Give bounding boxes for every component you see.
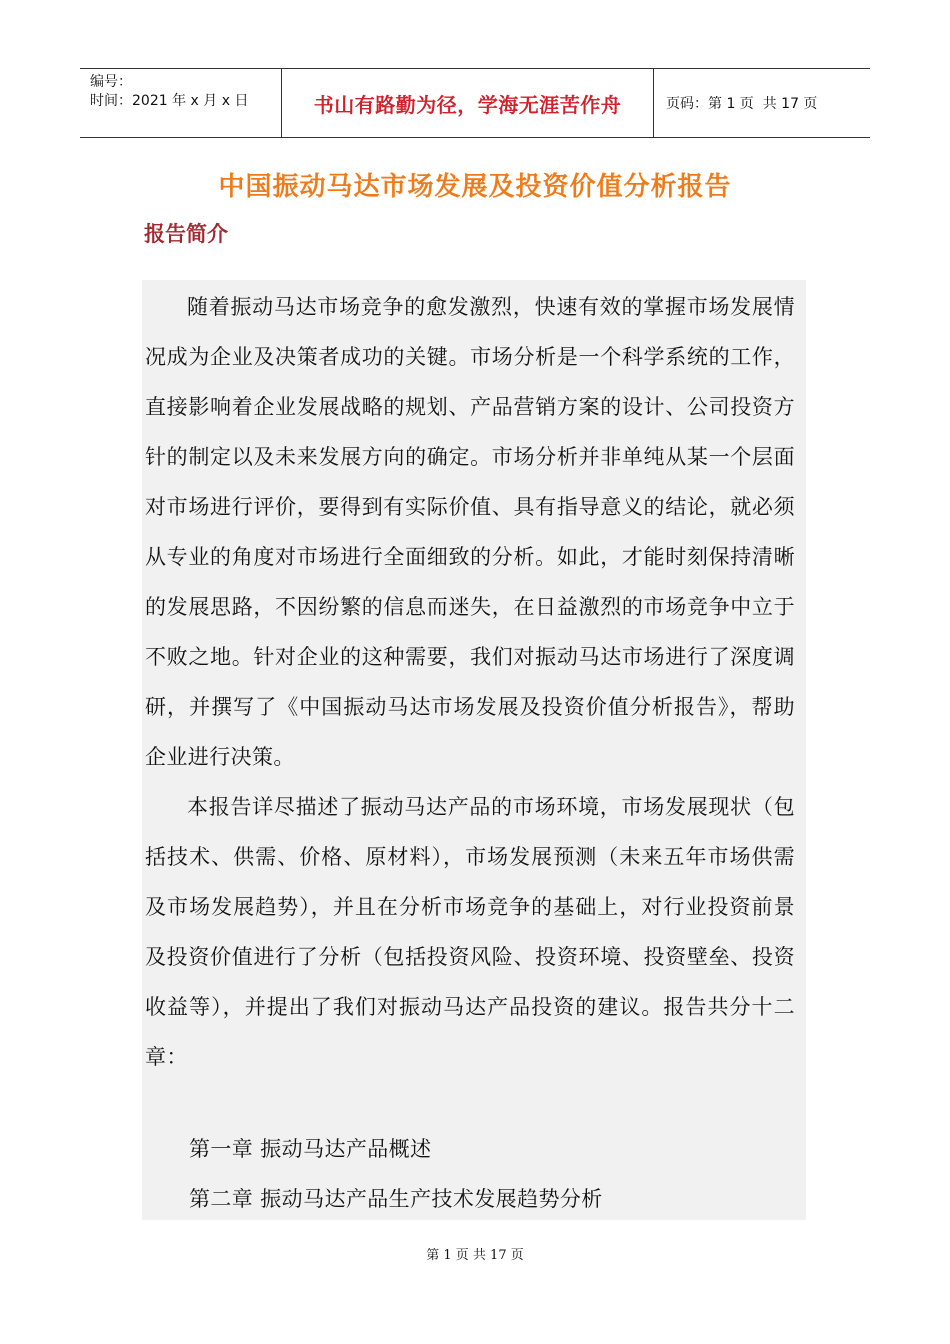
document-number-label: 编号：	[90, 74, 132, 90]
header-motto-cell	[282, 69, 654, 137]
header-page-cell	[654, 69, 870, 137]
intro-paragraph-1: 随着振动马达市场竞争的愈发激烈，快速有效的掌握市场发展情况成为企业及决策者成功的关键。市场分析是一个科学系统的工作，直接影响着企业发展战略的规划、产品营销方案的设计、公司投资方针的制定以及未来发展方向的确定。市场分析并非单纯从某一个层面对市场进行评价，要得到有实际价值、具有指导意义的结论，就必须从专业的角度对市场进行全面细致的分析。如此，才能时刻保持清晰的发展思路，不因纷繁的信息而迷失，在日益激烈的市场竞争中立于不败之地。针对企业的这种需要，我们对振动马达市场进行了深度调研，并撰写了《中国振动马达市场发展及投资价值分析报告》，帮助企业进行决策。	[145, 295, 795, 769]
header-page-info: 页码：第 1 页 共 17 页	[666, 96, 818, 112]
header-meta-cell	[80, 69, 282, 137]
intro-paragraph-2: 本报告详尽描述了振动马达产品的市场环境，市场发展现状（包括技术、供需、价格、原材料），市场发展预测（未来五年市场供需及市场发展趋势），并且在分析市场竞争的基础上，对行业投资前景及投资价值进行了分析（包括投资风险、投资环境、投资壁垒、投资收益等），并提出了我们对振动马达产品投资的建议。报告共分十二章：	[145, 795, 795, 1069]
report-intro-content	[142, 280, 806, 1220]
section-heading: 报告简介	[144, 222, 228, 246]
document-time-label: 时间：2021 年 x 月 x 日	[90, 93, 249, 109]
chapter-list-item: 第二章 振动马达产品生产技术发展趋势分析	[189, 1187, 603, 1211]
document-header-table	[80, 68, 870, 138]
header-motto: 书山有路勤为径，学海无涯苦作舟	[313, 92, 622, 117]
document-title: 中国振动马达市场发展及投资价值分析报告	[218, 172, 732, 202]
page-footer: 第 1 页 共 17 页	[426, 1248, 524, 1263]
chapter-list-item: 第一章 振动马达产品概述	[189, 1137, 432, 1161]
